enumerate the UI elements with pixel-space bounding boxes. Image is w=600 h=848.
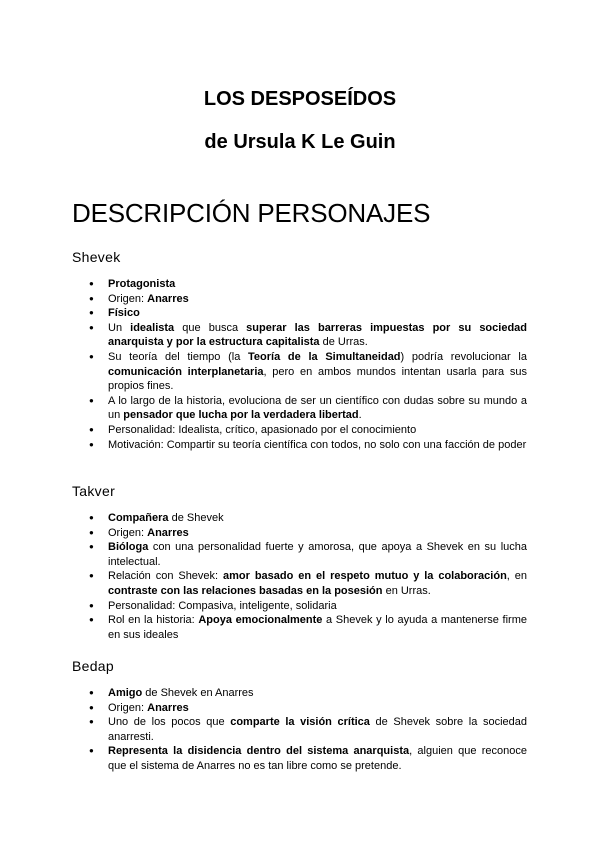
bullet-item [108, 526, 527, 541]
bold-text: Apoya emocionalmente [198, 614, 323, 627]
character-heading-takver: Takver [72, 483, 116, 499]
bullet-item [108, 350, 527, 394]
bullet-item [108, 292, 527, 307]
bullet-item [108, 686, 527, 701]
bullet-item [108, 321, 527, 350]
bullet-item [108, 511, 527, 526]
bold-text: Anarres [147, 526, 189, 539]
text-run: de Shevek sobre la sociedad anarresti. [108, 716, 527, 743]
bold-text: Compañera [108, 512, 169, 524]
bullet-item [108, 306, 527, 321]
document-title: LOS DESPOSEÍDOS [203, 88, 397, 110]
text-run: Personalidad: Compasiva, inteligente, solidaria [108, 599, 337, 612]
bold-text: pensador que lucha por la verdadera libertad [123, 409, 359, 422]
character-heading-shevek: Shevek [72, 249, 121, 265]
text-run: de Shevek [168, 512, 224, 524]
bold-text: Físico [108, 307, 140, 320]
text-run: Relación con Shevek: [108, 570, 224, 583]
section-heading: DESCRIPCIÓN PERSONAJES [72, 198, 431, 228]
text-run: . [358, 409, 362, 422]
text-run: Un [108, 321, 131, 334]
bold-text: Amigo [108, 687, 143, 699]
takver-bullet-list [108, 511, 527, 642]
bullet-item [108, 715, 527, 744]
text-run: a Shevek y lo ayuda a mantenerse firme en sus ideales [108, 614, 527, 641]
bullet-item [108, 744, 527, 773]
text-run: que busca [174, 321, 247, 334]
bold-text: comunicación interplanetaria [108, 365, 264, 378]
text-run: Rol en la historia: [108, 614, 199, 627]
bold-text: Anarres [147, 292, 189, 305]
text-run: de Urras. [319, 336, 368, 349]
bold-text: contraste con las relaciones basadas en la posesión [108, 584, 383, 597]
bold-text: superar las barreras impuestas por su sociedad anarquista y por la estructura capitalista [108, 321, 527, 349]
document-author: de Ursula K Le Guin [204, 131, 396, 153]
text-run: con una personalidad fuerte y amorosa, que apoya a Shevek en su lucha intelectual. [108, 541, 527, 568]
text-run: Motivación: Compartir su teoría científica con todos, no solo con una facción de poder [108, 438, 527, 451]
text-run: ) podría revolucionar la [400, 350, 527, 363]
bold-text: comparte la visión crítica [230, 716, 370, 729]
text-run: Su teoría del tiempo (la [108, 350, 249, 363]
text-run: en Urras. [382, 584, 431, 597]
text-run: Origen: [108, 701, 148, 714]
bullet-item [108, 569, 527, 598]
bold-text: Representa la disidencia dentro del sistema anarquista [108, 745, 410, 758]
bullet-item [108, 423, 527, 438]
bullet-item [108, 613, 527, 642]
bedap-bullet-list [108, 686, 527, 774]
bold-text: Protagonista [108, 278, 176, 290]
text-run: Origen: [108, 292, 148, 305]
text-run: Personalidad: Idealista, crítico, apasionado por el conocimiento [108, 423, 417, 436]
bullet-item [108, 540, 527, 569]
shevek-bullet-list [108, 277, 527, 452]
bullet-item [108, 438, 527, 453]
bullet-item [108, 701, 527, 716]
bold-text: Teoría de la Simultaneidad [248, 350, 401, 363]
text-run: Origen: [108, 526, 148, 539]
text-run: , pero en ambos mundos intentan usarla para sus propios fines. [108, 365, 527, 393]
bold-text: amor basado en el respeto mutuo y la colaboración [223, 570, 507, 583]
bullet-item [108, 599, 527, 614]
bold-text: Bióloga [108, 541, 149, 554]
character-heading-bedap: Bedap [72, 658, 114, 674]
bullet-item [108, 277, 527, 292]
text-run: , alguien que reconoce que el sistema de Anarres no es tan libre como se pretende. [108, 745, 527, 772]
bold-text: idealista [130, 321, 175, 334]
text-run: Uno de los pocos que [108, 716, 231, 729]
text-run: de Shevek en Anarres [142, 687, 254, 699]
text-run: , en [506, 570, 527, 583]
bullet-item [108, 394, 527, 423]
text-run: A lo largo de la historia, evoluciona de ser un científico con dudas sobre su mundo a un [108, 394, 527, 422]
bold-text: Anarres [147, 701, 189, 714]
